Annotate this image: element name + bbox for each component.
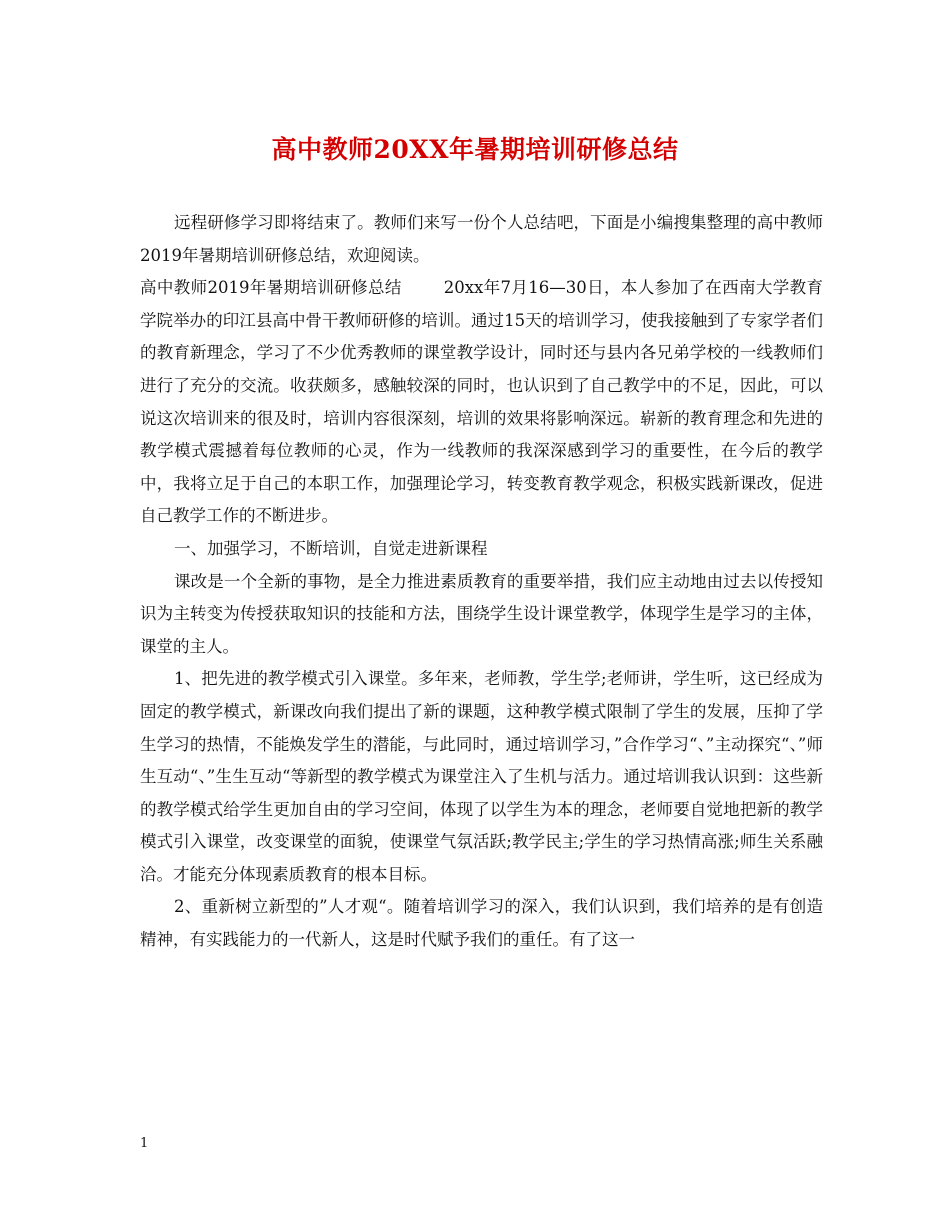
document-title: 高中教师20XX年暑期培训研修总结 — [271, 135, 679, 164]
lead-text: 20xx年7月16—30日，本人参加了在西南大学教育学院举办的印江县高中骨干教师研修的培训。通过15天的培训学习，使我接触到了专家学者们的教育新理念，学习了不少优秀教师的课堂教学设计，同时还与县内各兄弟学校的一线教师们进行了充分的交流。收获颇多，感触较深的同时，也认识到了自己教学中的不足，因此，可以说这次培训来的很及时，培训内容很深刻，培训的效果将影响深远。崭新的教育理念和先进的教学模式震撼着每位教师的心灵，作为一线教师的我深深感到学习的重要性，在今后的教学中，我将立足于自己的本职工作，加强理论学习，转变教育教学观念，积极实践新课改，促进自己教学工作的不断进步。 — [140, 278, 823, 526]
section-heading-1: 一、加强学习，不断培训，自觉走进新课程 — [174, 538, 488, 558]
body-paragraph-2: 1、把先进的教学模式引入课堂。多年来，老师教，学生学;老师讲，学生听，这已经成为固定的教学模式，新课改向我们提出了新的课题，这种教学模式限制了学生的发展，压抑了学生学习的热情，不能焕发学生的潜能，与此同时，通过培训学习，”合作学习“、”主动探究“、”师生互动“、”生生互动“等新型的教学模式为课堂注入了生机与活力。通过培训我认识到：这些新的教学模式给学生更加自由的学习空间，体现了以学生为本的理念，老师要自觉地把新的教学模式引入课堂，改变课堂的面貌，使课堂气氛活跃;教学民主;学生的学习热情高涨;师生关系融洽。才能充分体现素质教育的根本目标。 — [140, 669, 823, 884]
intro-paragraph: 远程研修学习即将结束了。教师们来写一份个人总结吧，下面是小编搜集整理的高中教师2019年暑期培训研修总结，欢迎阅读。 — [140, 213, 823, 265]
body-paragraph-1: 课改是一个全新的事物，是全力推进素质教育的重要举措，我们应主动地由过去以传授知识为主转变为传授获取知识的技能和方法，围绕学生设计课堂教学，体现学生是学习的主体，课堂的主人。 — [140, 571, 823, 656]
document-body — [140, 207, 823, 957]
page-number: 1 — [140, 1136, 149, 1151]
lead-paragraph — [140, 272, 823, 533]
repeat-title: 高中教师2019年暑期培训研修总结 — [140, 278, 402, 298]
body-paragraph-3: 2、重新树立新型的”人才观“。随着培训学习的深入，我们认识到，我们培养的是有创造精神，有实践能力的一代新人，这是时代赋予我们的重任。有了这一 — [140, 897, 823, 950]
